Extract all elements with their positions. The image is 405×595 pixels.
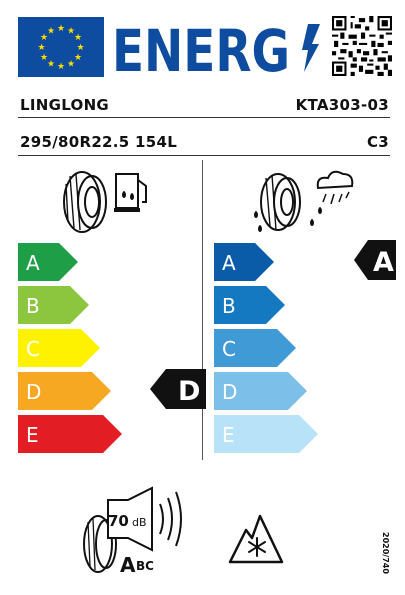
tyre-size: 295/80R22.5 154L	[20, 133, 178, 151]
wet-class-e-label: E	[222, 423, 235, 447]
svg-text:★: ★	[56, 62, 66, 72]
wet-class-d	[214, 372, 307, 410]
svg-text:★: ★	[56, 24, 66, 34]
noise-unit: dB	[132, 516, 147, 529]
snowflake-mountain-icon	[228, 508, 284, 564]
wet-class-a	[214, 243, 274, 281]
svg-text:★: ★	[66, 26, 76, 37]
qr-code-icon	[332, 16, 392, 76]
svg-text:★: ★	[39, 53, 49, 63]
fuel-rating-label: D	[178, 376, 201, 407]
fuel-class-a	[18, 243, 78, 281]
regulation-number: 2020/740	[381, 532, 390, 574]
wet-class-a-label: A	[222, 251, 236, 275]
noise-icon	[70, 482, 200, 580]
svg-text:★: ★	[73, 33, 83, 43]
svg-text:★: ★	[37, 43, 46, 53]
fuel-class-d-label: D	[26, 380, 42, 404]
fuel-rating-badge	[150, 369, 206, 409]
fuel-class-c	[18, 329, 100, 367]
wet-class-d-label: D	[222, 380, 238, 404]
fuel-class-c-label: C	[26, 337, 40, 361]
wet-class-c-label: C	[222, 337, 236, 361]
tyre-class: C3	[366, 133, 389, 151]
noise-class-selected: A	[120, 553, 136, 577]
energy-bolt-icon	[302, 24, 320, 72]
brand-name: LINGLONG	[20, 96, 110, 114]
fuel-class-a-label: A	[26, 251, 40, 275]
fuel-class-b	[18, 286, 89, 324]
svg-text:★: ★	[66, 59, 76, 70]
noise-value: 70	[108, 512, 129, 530]
wet-rating-badge	[354, 240, 396, 280]
fuel-class-e	[18, 415, 122, 453]
tyre-model: KTA303-03	[295, 96, 389, 114]
energy-logo	[112, 16, 324, 78]
divider-middle	[18, 155, 390, 156]
wet-class-c	[214, 329, 296, 367]
wet-class-b	[214, 286, 285, 324]
fuel-efficiency-icon	[60, 168, 154, 236]
noise-class-others: BC	[136, 559, 154, 573]
wet-class-e	[214, 415, 318, 453]
divider-top	[18, 117, 390, 118]
vertical-divider	[202, 160, 203, 460]
svg-text:★: ★	[39, 33, 49, 43]
wet-grip-icon	[248, 166, 358, 238]
fuel-class-b-label: B	[26, 294, 40, 318]
svg-text:★: ★	[46, 26, 56, 37]
wet-rating-label: A	[373, 247, 394, 278]
eu-flag-icon	[18, 17, 104, 77]
svg-text:★: ★	[76, 43, 85, 53]
svg-text:★: ★	[73, 53, 83, 63]
wet-class-b-label: B	[222, 294, 236, 318]
svg-text:★: ★	[46, 59, 56, 70]
fuel-class-d	[18, 372, 111, 410]
fuel-class-e-label: E	[26, 423, 39, 447]
energy-word-text: ENERG	[112, 17, 290, 78]
